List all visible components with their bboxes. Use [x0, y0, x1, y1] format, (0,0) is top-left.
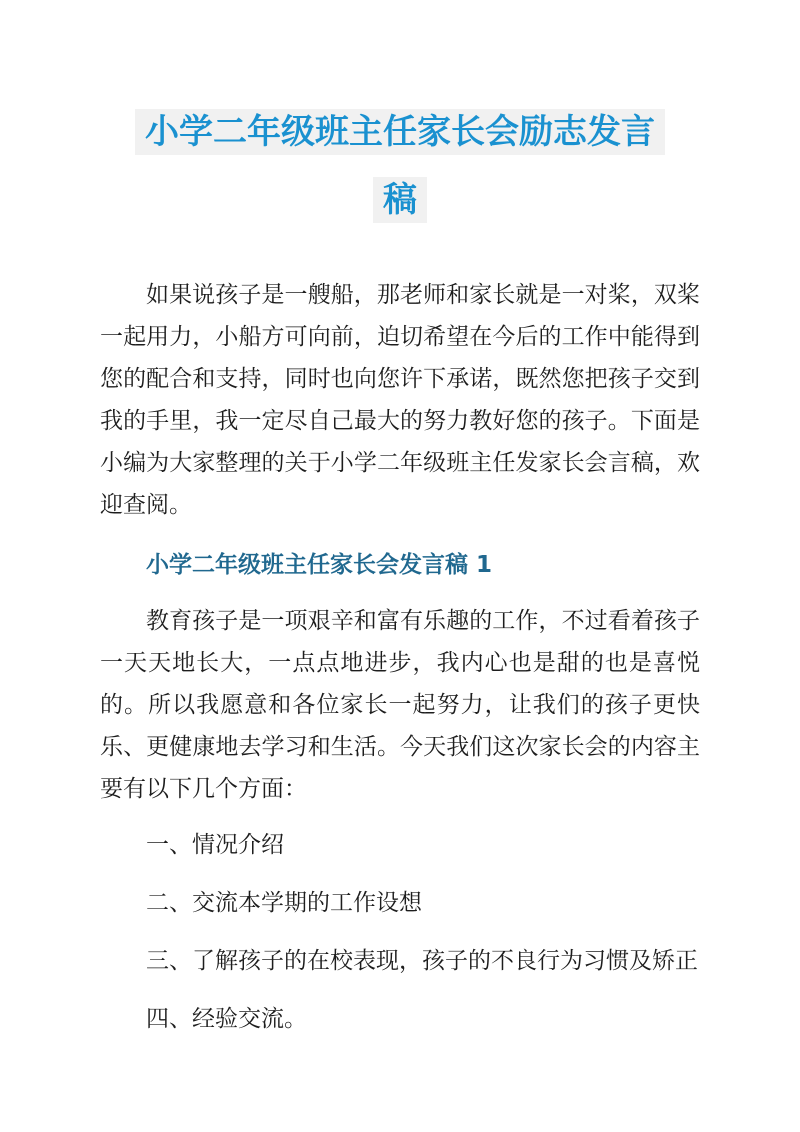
agenda-item-2: 二、交流本学期的工作设想: [146, 890, 422, 916]
agenda-item-4: 四、经验交流。: [146, 1006, 307, 1032]
section-body-paragraph: 教育孩子是一项艰辛和富有乐趣的工作，不过看着孩子一天天地长大，一点点地进步，我内心也是甜的也是喜悦的。所以我愿意和各位家长一起努力，让我们的孩子更快乐、更健康地去学习和生活。今天我们这次家长会的内容主要有以下几个方面：: [100, 608, 700, 802]
section-heading: 小学二年级班主任家长会发言稿 1: [146, 552, 493, 578]
agenda-item-3: 三、了解孩子的在校表现，孩子的不良行为习惯及矫正: [146, 948, 698, 974]
agenda-list: [100, 824, 700, 1040]
agenda-item-1: 一、情况介绍: [146, 832, 284, 858]
page-title-text: 小学二年级班主任家长会励志发言稿: [135, 109, 665, 223]
intro-paragraph: 如果说孩子是一艘船，那老师和家长就是一对桨，双桨一起用力，小船方可向前，迫切希望在今后的工作中能得到您的配合和支持，同时也向您许下承诺，既然您把孩子交到我的手里，我一定尽自己最大的努力教好您的孩子。下面是小编为大家整理的关于小学二年级班主任发家长会言稿，欢迎查阅。: [100, 282, 700, 518]
document-body: [100, 274, 700, 1040]
page-title: [130, 98, 670, 234]
